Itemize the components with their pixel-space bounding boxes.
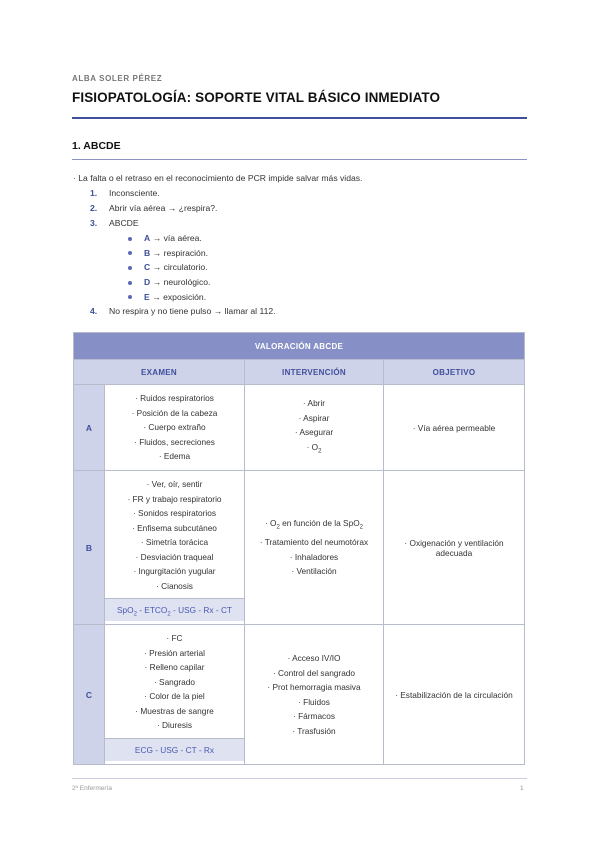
intervention-item: · Prot hemorragia masiva: [267, 682, 361, 692]
exam-item: · Cianosis: [156, 580, 193, 591]
bullet-icon: [128, 266, 132, 270]
abcde-letter: B: [144, 247, 151, 258]
steps-list: [90, 186, 276, 319]
intervention-item: · Acceso IV/IO: [287, 653, 341, 663]
exam-item: · Desviación traqueal: [135, 551, 214, 562]
header-exam: EXAMEN: [74, 360, 245, 385]
header-objective: OBJETIVO: [384, 360, 525, 385]
abcde-text: → circulatorio.: [150, 262, 208, 273]
abcde-text: → respiración.: [150, 247, 209, 258]
bullet-icon: [128, 251, 132, 255]
exam-item: · Sangrado: [153, 676, 196, 687]
exam-item: · Edema: [158, 451, 191, 462]
table-title: VALORACIÓN ABCDE: [74, 333, 525, 360]
intervention-item: · Fluidos: [298, 696, 330, 707]
list-text: Inconsciente.: [109, 188, 160, 198]
abcde-letter: A: [144, 233, 151, 243]
section-divider: [72, 159, 527, 160]
intervention-item: · $O_2$: [306, 441, 322, 455]
exam-item: · Ruidos respiratorios: [135, 393, 214, 404]
exam-extra-b: $SpO_2 - ETCO_2$ - USG - Rx - CT: [105, 598, 244, 621]
abcde-item: [90, 246, 276, 261]
footer-divider: [72, 778, 527, 779]
list-text: No respira y no tiene pulso → llamar al 112.: [109, 306, 276, 317]
exam-cell-c: [105, 625, 245, 765]
abcde-table: [73, 332, 525, 765]
abcde-item: [90, 260, 276, 275]
exam-item: · Posición de la cabeza: [131, 407, 218, 418]
intervention-item: · Aspirar: [298, 412, 330, 423]
list-item: [90, 201, 276, 216]
intervention-item: · Control del sangrado: [272, 667, 356, 678]
bullet-icon: [128, 237, 132, 241]
abcde-item: [90, 231, 276, 246]
abcde-text: → vía aérea.: [150, 233, 202, 243]
exam-item: · Ver, oír, sentir: [146, 479, 203, 489]
intervention-cell-c: [245, 625, 384, 765]
exam-item: · Fluidos, secreciones: [134, 436, 215, 447]
exam-item: · Ingurgitación yugular: [133, 566, 216, 576]
author-name: ALBA SOLER PÉREZ: [72, 74, 163, 83]
list-text: ABCDE: [109, 218, 139, 228]
table-row-b: [74, 471, 525, 625]
list-text: Abrir vía aérea → ¿respira?.: [109, 203, 218, 213]
intervention-item: · Abrir: [302, 398, 326, 409]
abcde-text: → exposición.: [149, 291, 207, 302]
list-item: [90, 216, 276, 231]
table-row-a: [74, 385, 525, 471]
abcde-letter: C: [144, 262, 151, 273]
objective-cell-a: · Vía aérea permeable: [384, 385, 525, 471]
list-number: 1.: [90, 188, 98, 198]
intervention-item: · Asegurar: [294, 427, 334, 438]
row-label-a: A: [74, 385, 105, 471]
intervention-item: · $O_2$ en función de la SpO$_2$: [264, 518, 363, 531]
table-row-c: [74, 625, 525, 765]
abcde-item: [90, 275, 276, 290]
objective-cell-b: · Oxigenación y ventilación adecuada: [384, 471, 525, 625]
objective-cell-c: · Estabilización de la circulación: [384, 625, 525, 765]
section-heading: 1. ABCDE: [72, 140, 121, 152]
page-number: 1: [520, 785, 524, 792]
intervention-item: · Trasfusión: [292, 725, 336, 736]
intervention-item: · Ventilación: [291, 566, 337, 577]
intervention-cell-b: [245, 471, 384, 625]
abcde-item: [90, 290, 276, 305]
intro-text: · La falta o el retraso en el reconocimiento de PCR impide salvar más vidas.: [73, 173, 363, 183]
intervention-item: · Fármacos: [293, 711, 335, 721]
exam-item: · Cuerpo extraño: [143, 422, 206, 433]
bullet-icon: [128, 281, 132, 285]
exam-item: · Color de la piel: [144, 691, 205, 701]
exam-item: · FR y trabajo respiratorio: [127, 493, 222, 504]
title-divider: [72, 117, 527, 119]
list-item: [90, 304, 276, 319]
abcde-letter: E: [144, 291, 150, 302]
footer-course: 2º Enfermería: [72, 785, 112, 792]
abcde-text: → neurológico.: [150, 277, 211, 288]
header-intervention: INTERVENCIÓN: [245, 360, 384, 385]
exam-item: · Muestras de sangre: [135, 705, 214, 716]
exam-item: · Relleno capilar: [144, 662, 205, 672]
exam-item: · Simetría torácica: [140, 537, 209, 547]
exam-item: · Presión arterial: [144, 647, 205, 658]
list-number: 2.: [90, 203, 98, 213]
exam-item: · Enfisema subcutáneo: [132, 522, 217, 533]
exam-item: · Diuresis: [156, 720, 193, 730]
list-item: [90, 186, 276, 201]
row-label-b: B: [74, 471, 105, 625]
intervention-cell-a: [245, 385, 384, 471]
exam-extra-c: ECG - USG - CT - Rx: [105, 738, 244, 761]
row-label-c: C: [74, 625, 105, 765]
exam-cell-b: [105, 471, 245, 625]
list-number: 4.: [90, 306, 98, 317]
exam-item: · Sonidos respiratorios: [132, 508, 216, 518]
abcde-letter: D: [144, 277, 151, 288]
intervention-item: · Inhaladores: [289, 551, 339, 562]
list-number: 3.: [90, 218, 98, 228]
exam-cell-a: [105, 385, 245, 471]
exam-item: · FC: [166, 633, 183, 643]
bullet-icon: [128, 295, 132, 299]
page-title: FISIOPATOLOGÍA: SOPORTE VITAL BÁSICO INMEDIATO: [72, 90, 441, 105]
intervention-item: · Tratamiento del neumotórax: [259, 537, 369, 548]
